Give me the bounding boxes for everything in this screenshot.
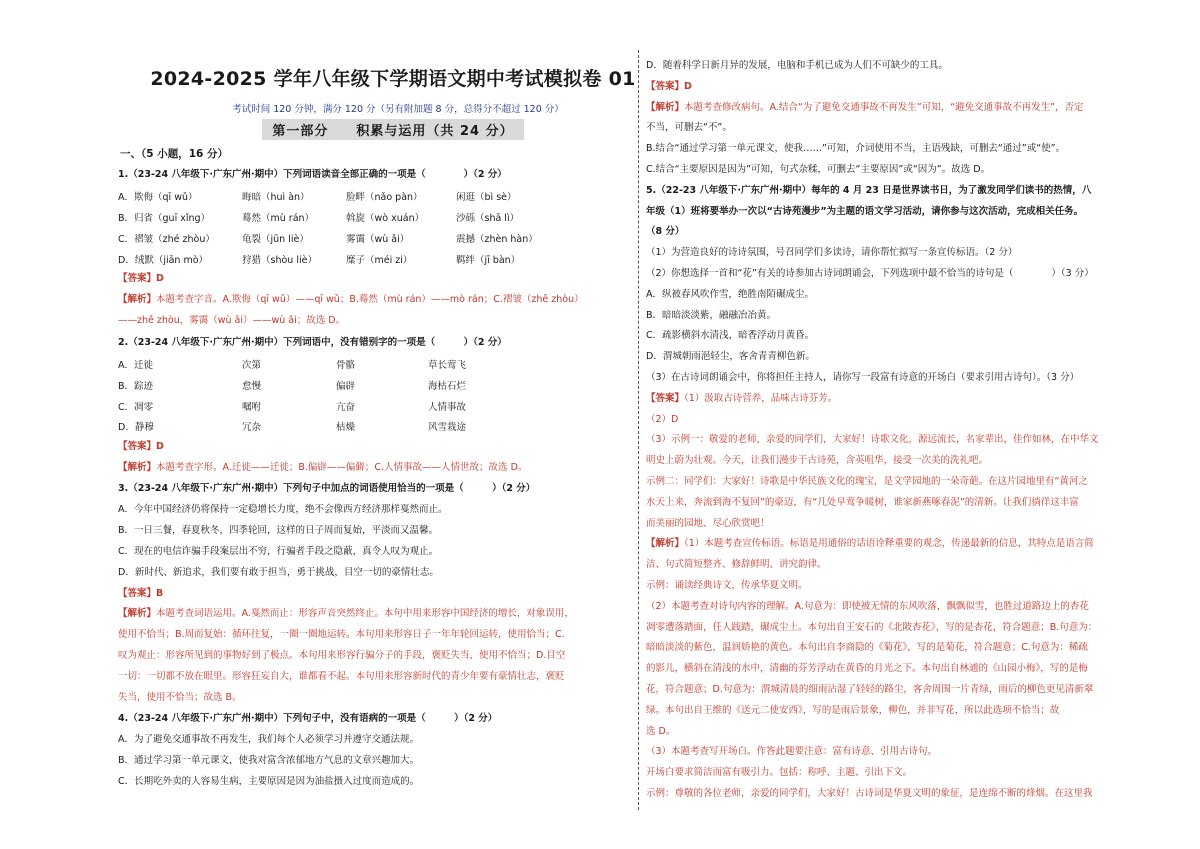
option-cell: 骨骼 xyxy=(336,359,356,371)
question-4-option: C．长期吃外卖的人容易生病，主要原因是因为油盐摄入过度而造成的。 xyxy=(118,775,420,787)
explanation-line: 一切：一切都不放在眼里。形容狂妄自大，谁都看不起。本句用来形容新时代的青少年要有豪情壮志，褒贬 xyxy=(118,670,565,682)
option-cell: 次第 xyxy=(242,359,262,371)
question-3-option: C．现在的电信诈骗手段案层出不穷，行骗者手段之隐蔽，真令人叹为观止。 xyxy=(118,545,439,557)
question-5-stem-line: （8 分） xyxy=(646,226,685,238)
question-4-explanation xyxy=(646,98,1146,119)
question-5-stem xyxy=(646,181,1146,243)
question-2-stem: 2.（23-24 八年级下·广东广州·期中）下列词语中，没有错别字的一项是（ ）（2 分） xyxy=(118,336,507,348)
option-cell: 震撼（zhèn hàn） xyxy=(456,233,538,245)
page-title: 2024-2025 学年八年级下学期语文期中考试模拟卷 01 xyxy=(150,68,636,90)
option-row xyxy=(118,186,576,207)
left-column xyxy=(118,60,638,793)
question-3-answer: 【答案】B xyxy=(118,587,164,599)
option-cell: B．归省（guī xǐng） xyxy=(118,213,211,225)
exam-subtitle: 考试时间 120 分钟，满分 120 分（另有附加题 8 分，总得分不超过 120 分） xyxy=(232,104,564,115)
explanation-line: 使用不恰当；B.周而复始：循环往复，一圈一圈地运转。本句用来形容日子一年年轮回运转，使用恰当；C. xyxy=(118,629,565,641)
question-4-answer: 【答案】D xyxy=(646,80,692,92)
answer-label: 【答案】 xyxy=(646,392,685,404)
question-5-option: A．纵被春风吹作雪，绝胜南陌碾成尘。 xyxy=(646,288,814,300)
option-row xyxy=(118,374,548,395)
explanation-label: 【解析】 xyxy=(646,538,685,550)
option-row xyxy=(118,354,548,375)
part-heading: 第一部分 积累与运用（共 24 分） xyxy=(262,119,523,140)
option-cell: 偏辟 xyxy=(336,380,356,392)
explanation-line: 本题考查字形。A.迁徙——迁徙；B.偏辟——偏僻；C.人情事故——人情世故；故选 D。 xyxy=(156,461,528,473)
option-row xyxy=(118,416,548,437)
question-4-stem: 4.（23-24 八年级下·广东广州·期中）下列句子中，没有语病的一项是（ ）（2 分） xyxy=(118,713,498,725)
explanation-line: （1）本题考查宣传标语。标语是用通俗的话语诠释重要的观念，传递最新的信息，其特点是语言简 xyxy=(684,538,1094,550)
option-cell: 糜子（méi zi） xyxy=(346,254,413,266)
option-cell: 羁绊（jī bàn） xyxy=(456,254,521,266)
explanation-line: 本题考查修改病句。A.结合“为了避免交通事故不再发生”可知，“避免交通事故不再发生”，否定 xyxy=(684,101,1084,113)
answer-line: 而美丽的园地、尽心欣赏吧！ xyxy=(646,517,770,529)
question-4-option: A．为了避免交通事故不再发生，我们每个人必须学习并遵守交通法规。 xyxy=(118,734,419,746)
answer-line: 示例二：同学们：大家好！诗歌是中华民族文化的瑰宝，是文学园地的一朵奇葩。在这片园地里有“黄河之 xyxy=(646,475,1088,487)
question-1-answer: 【答案】D xyxy=(118,273,164,285)
option-cell: 沙砾（shā lì） xyxy=(456,213,520,225)
option-cell: 蓦然（mù rán） xyxy=(242,213,315,225)
question-4-option: D．随着科学日新月异的发展，电脑和手机已成为人们不可缺少的工具。 xyxy=(646,60,948,71)
answer-line: 明史上蔚为壮观。今天，让我们漫步于古诗苑，含英咀华，接受一次美的洗礼吧。 xyxy=(646,455,989,467)
explanation-line: （3）本题考查写开场白。作答此题要注意：富有诗意、引用古诗句。 xyxy=(646,746,938,758)
explanation-line: 的影儿，横斜在清浅的水中，清幽的芬芳浮动在黄昏的月光之下。本句出自林逋的《山园小梅》，写的是梅 xyxy=(646,663,1088,675)
option-cell: D．静穆 xyxy=(118,422,154,434)
question-3-option: B．一日三餐，春夏秋冬，四季轮回，这样的日子周而复始，平淡而又温馨。 xyxy=(118,525,439,537)
right-column xyxy=(646,56,1146,805)
question-2-options xyxy=(118,354,548,437)
question-3-stem: 3.（23-24 八年级下·广东广州·期中）下列句子中加点的词语使用恰当的一项是（ ）（2 分） xyxy=(118,483,536,495)
option-cell: D．绒默（jiān mò） xyxy=(118,254,209,266)
question-5-option: D．渭城朝雨浥轻尘，客舍青青柳色新。 xyxy=(646,351,815,363)
question-2-answer: 【答案】D xyxy=(118,440,164,452)
explanation-label: 【解析】 xyxy=(118,461,157,473)
option-cell: 斡旋（wò xuán） xyxy=(346,213,425,225)
option-cell: 脸畔（nǎo pàn） xyxy=(346,192,423,204)
explanation-line: 选 D。 xyxy=(646,725,676,737)
option-row xyxy=(118,395,548,416)
answer-line: （2）D xyxy=(646,413,679,425)
question-5-sub3: （3）在古诗词朗诵会中，你将担任主持人，请你写一段富有诗意的开场白（要求引用古诗句）。（3 分） xyxy=(646,371,1080,383)
question-1-stem: 1.（23-24 八年级下·广东广州·期中）下列词语读音全部正确的一项是（ ）（2 分） xyxy=(118,169,507,180)
question-3-option: A．今年中国经济仍将保持一定稳增长力度，绝不会像西方经济那样戛然而止。 xyxy=(118,504,448,516)
option-cell: 晦暗（huì àn） xyxy=(242,192,310,204)
option-cell: 闲逛（bì sè） xyxy=(456,192,517,204)
option-cell: B．踪迹 xyxy=(118,380,154,392)
column-divider xyxy=(638,50,639,810)
explanation-line: C.结合“主要原因是因为”可知，句式杂糅，可删去“主要原因”或“因为”。故选 D。 xyxy=(646,163,991,175)
explanation-line: 示例：尊敬的各位老师，亲爱的同学们，大家好！古诗词是华夏文明的象征，是连绵不断的烽烟。在这里我 xyxy=(646,787,1093,799)
question-5-sub1: （1）为营造良好的诗诗氛围，号召同学们多读诗，请你帮忙拟写一条宣传标语。（2 分） xyxy=(646,247,1018,259)
question-2-explanation xyxy=(118,458,638,479)
section-heading: 一、（5 小题，16 分） xyxy=(120,148,228,160)
question-5-stem-line: 年级（1）班将要举办一次以“古诗苑漫步”为主题的语文学习活动，请你参与这次活动，完成相关任务。 xyxy=(646,205,1084,217)
option-cell: 亢奋 xyxy=(336,401,356,413)
explanation-line: 凋零遭落踏面，任人践踏，碾成尘土。本句出自王安石的《北陂杏花》，写的是杏花，符合题意；B.句意为： xyxy=(646,621,1098,633)
explanation-line: 开场白要求简洁而富有吸引力。包括：称呼、主题、引出下文。 xyxy=(646,767,913,779)
question-5-answer xyxy=(646,389,1146,410)
explanation-label: 【解析】 xyxy=(646,101,685,113)
explanation-line: B.结合“通过学习第一单元课文，使我……”可知，介词使用不当，主语残缺，可删去“通过”或“使”。 xyxy=(646,143,1066,155)
option-cell: A．迁徙 xyxy=(118,359,153,371)
option-cell: 风雪栽途 xyxy=(428,422,467,434)
option-cell: 嘱咐 xyxy=(242,401,262,413)
explanation-line: 绿。本句出自王维的《送元二使安西》，写的是雨后景象，柳色，并非写花，所以此选项不恰当；故 xyxy=(646,704,1060,716)
option-cell: 冗杂 xyxy=(242,422,262,434)
question-5-option: B．暗暗淡淡紫，融融冶冶黄。 xyxy=(646,309,777,321)
answer-line: （1）汲取古诗营养，品味古诗芬芳。 xyxy=(684,392,838,404)
question-1-explanation xyxy=(118,290,638,311)
explanation-label: 【解析】 xyxy=(118,293,157,305)
explanation-line: 叹为观止：形容所见到的事物好到了极点。本句用来形容行骗分子的手段，褒贬失当，使用不恰当；D.目空 xyxy=(118,649,566,661)
question-3-explanation xyxy=(118,604,638,625)
explanation-line: （2）本题考查对诗句内容的理解。A.句意为：即使被无情的东风吹落，飘飘似雪，也胜过道路边上的杏花 xyxy=(646,600,1089,612)
question-4-option: B．通过学习第一单元课文，使我对富含浓郁地方气息的文章兴趣加大。 xyxy=(118,755,420,767)
explanation-line: 不当，可删去“不”。 xyxy=(646,122,732,134)
option-cell: A．欺侮（qī wǔ） xyxy=(118,192,198,204)
question-5-option: C．疏影横斜水清浅，暗香浮动月黄昏。 xyxy=(646,330,815,342)
explanation-line: 洁、句式简短整齐、修辞鲜明、讲究韵律。 xyxy=(646,559,827,571)
option-row xyxy=(118,228,576,249)
option-cell: 枯燥 xyxy=(336,422,356,434)
explanation-line: 花，符合题意；D.句意为：渭城清晨的细雨沾湿了轻轻的路尘，客舍周围一片青绿，雨后的柳色更见清新翠 xyxy=(646,683,1094,695)
option-cell: C．凋零 xyxy=(118,401,154,413)
option-cell: 狩猎（shòu liè） xyxy=(242,254,317,266)
answer-line: 水天上来，奔流到海不复回”的豪迈，有“几处早莺争暖树，谁家新燕啄春泥”的清新。让我们徜徉这丰富 xyxy=(646,496,1079,508)
option-row xyxy=(118,207,576,228)
question-1-options xyxy=(118,186,576,269)
question-5-stem-line: 5.（22-23 八年级下·广东广州·期中）每年的 4 月 23 日是世界读书日，为了激发同学们读书的热情，八 xyxy=(646,184,1092,196)
question-3-option: D．新时代、新追求，我们要有敢于担当，勇于挑战，目空一切的豪情壮志。 xyxy=(118,566,439,578)
option-cell: 龟裂（jūn liè） xyxy=(242,233,309,245)
option-cell: 雾霭（wù ǎi） xyxy=(346,233,410,245)
answer-line: （3）示例一：敬爱的老师，亲爱的同学们，大家好！诗歌文化，源远流长，名家辈出，佳作如林，在中华文 xyxy=(646,434,1099,446)
question-5-sub2: （2）你想选择一首和“花”有关的诗参加古诗词朗诵会，下列选项中最不恰当的诗句是（ ）（3 分） xyxy=(646,267,1094,279)
question-5-explanation xyxy=(646,534,1146,555)
explanation-line: 本题考查词语运用。A.戛然而止：形容声音突然终止。本句中用来形容中国经济的增长，对象误用， xyxy=(156,608,574,620)
explanation-line: 失当，使用不恰当；故选 B。 xyxy=(118,691,242,703)
explanation-line: ——zhě zhòu，雾霭（wù ǎi）——wù ǎi；故选 D。 xyxy=(118,314,346,326)
explanation-label: 【解析】 xyxy=(118,608,157,620)
option-cell: 海枯石烂 xyxy=(428,380,467,392)
option-row xyxy=(118,248,576,269)
explanation-line: 示例：诵读经典诗文，传承华夏文明。 xyxy=(646,579,808,591)
explanation-line: 本题考查字音。A.欺侮（qī wǔ）——qī wǔ；B.蓦然（mù rán）——mò rán；C.褶皱（zhě zhòu） xyxy=(156,293,584,305)
option-cell: 怠慢 xyxy=(242,380,262,392)
option-cell: C．褶皱（zhé zhòu） xyxy=(118,233,215,245)
explanation-line: 暗暗淡淡的紫色，温润娇艳的黄色。本句出自李商隐的《菊花》，写的是菊花，符合题意；C.句意为：稀疏 xyxy=(646,642,1088,654)
option-cell: 草长莺飞 xyxy=(428,359,467,371)
option-cell: 人情事故 xyxy=(428,401,467,413)
